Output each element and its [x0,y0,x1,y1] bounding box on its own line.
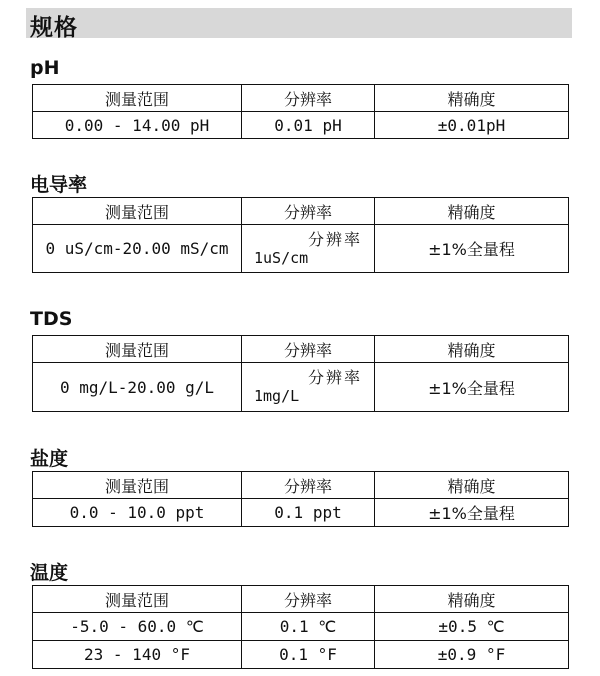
resolution-value: 1uS/cm [254,248,309,267]
section-title-conductivity: 电导率 [30,174,88,196]
tds-spec-table [32,335,569,412]
range-cell: 0.0 - 10.0 ppt [33,499,242,527]
title-bar [26,8,572,41]
section-title-temperature: 温度 [30,562,69,584]
resolution-cell [242,363,375,412]
table-header-row [33,472,569,499]
table-row [33,613,569,641]
header-resolution: 分辨率 [242,586,375,613]
header-resolution: 分辨率 [242,198,375,225]
table-header-row [33,586,569,613]
table-row [33,363,569,412]
temperature-spec-table [32,585,569,669]
table-header-row [33,85,569,112]
header-range: 测量范围 [33,586,242,613]
accuracy-cell: ±0.01pH [375,112,569,139]
range-cell: 0 mg/L-20.00 g/L [33,363,242,412]
resolution-cell: 0.1 ℃ [242,613,375,641]
header-resolution: 分辨率 [242,336,375,363]
resolution-cell [242,225,375,273]
accuracy-cell: ±0.9 °F [375,641,569,669]
accuracy-cell: ±0.5 ℃ [375,613,569,641]
table-row [33,499,569,527]
range-cell: 0.00 - 14.00 pH [33,112,242,139]
header-resolution: 分辨率 [242,472,375,499]
range-cell: 0 uS/cm-20.00 mS/cm [33,225,242,273]
header-resolution: 分辨率 [242,85,375,112]
section-title-salinity: 盐度 [30,448,69,470]
resolution-value: 1mg/L [254,387,300,405]
table-header-row [33,198,569,225]
resolution-cell: 0.1 ppt [242,499,375,527]
section-title-ph: pH [30,57,60,79]
resolution-cell: 0.01 pH [242,112,375,139]
resolution-label: 分辨率 [307,368,362,387]
resolution-cell: 0.1 °F [242,641,375,669]
section-title-tds: TDS [30,308,73,330]
range-cell: 23 - 140 °F [33,641,242,669]
page-title: 规格 [30,15,78,41]
ph-spec-table [32,84,569,139]
header-range: 测量范围 [33,198,242,225]
accuracy-cell: ±1%全量程 [375,363,569,412]
header-range: 测量范围 [33,472,242,499]
table-header-row [33,336,569,363]
accuracy-cell: ±1%全量程 [375,225,569,273]
header-accuracy: 精确度 [375,336,569,363]
salinity-spec-table [32,471,569,527]
header-accuracy: 精确度 [375,586,569,613]
table-row [33,641,569,669]
range-cell: -5.0 - 60.0 ℃ [33,613,242,641]
resolution-label: 分辨率 [307,229,362,249]
header-accuracy: 精确度 [375,85,569,112]
table-row [33,225,569,273]
header-accuracy: 精确度 [375,198,569,225]
header-range: 测量范围 [33,85,242,112]
conductivity-spec-table [32,197,569,273]
accuracy-cell: ±1%全量程 [375,499,569,527]
header-range: 测量范围 [33,336,242,363]
table-row [33,112,569,139]
header-accuracy: 精确度 [375,472,569,499]
